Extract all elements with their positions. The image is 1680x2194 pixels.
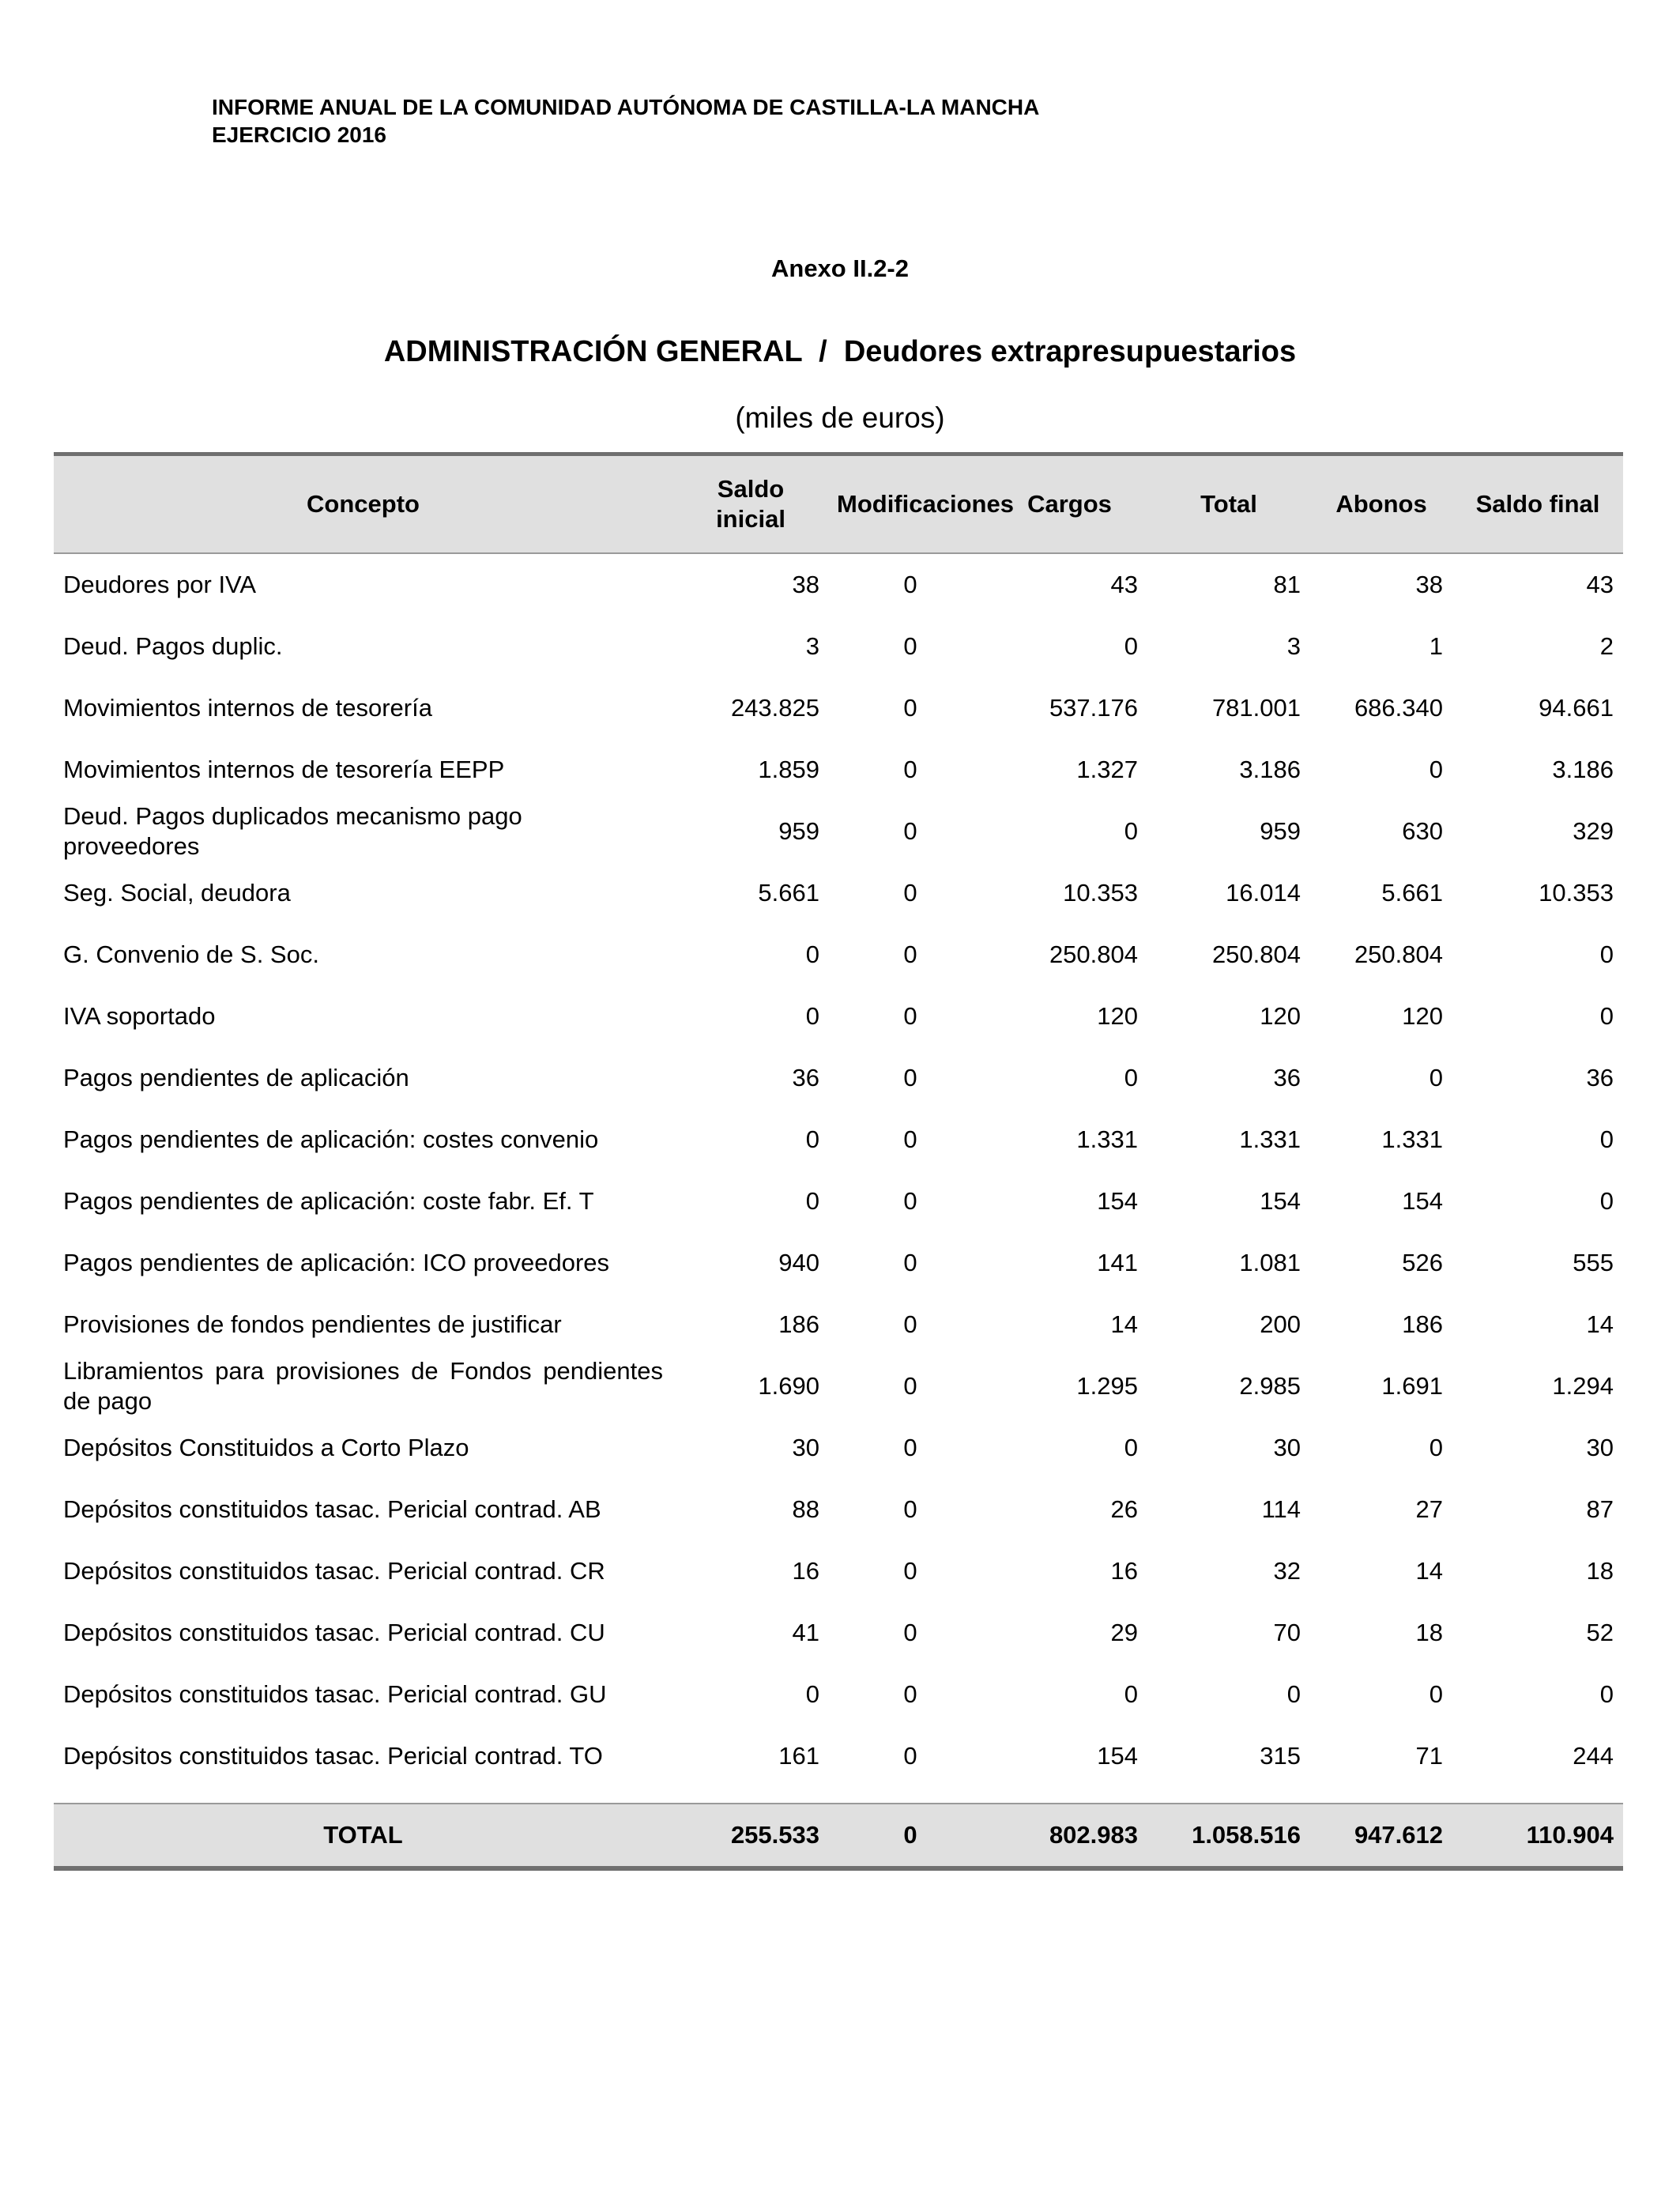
row-value-saldo-inicial: 41 — [792, 1619, 819, 1646]
total-value-modificaciones: 0 — [829, 1804, 992, 1868]
table-row — [54, 553, 1623, 616]
row-value-saldo-final: 0 — [1599, 1187, 1614, 1215]
table-row — [54, 862, 1623, 924]
row-concepto: Depósitos constituidos tasac. Pericial contrad. CR — [63, 1557, 605, 1585]
row-value-cargos: 0 — [1124, 632, 1138, 660]
row-value-abonos: 526 — [1402, 1249, 1443, 1276]
row-value-total: 120 — [1260, 1002, 1301, 1030]
row-value-abonos: 250.804 — [1354, 941, 1443, 968]
row-value-abonos: 0 — [1429, 1434, 1443, 1461]
table-spacer-row — [54, 1787, 1623, 1804]
table-row — [54, 1355, 1623, 1417]
row-value-cargos: 0 — [1124, 817, 1138, 845]
row-value-total: 70 — [1273, 1619, 1301, 1646]
row-value-total: 781.001 — [1211, 694, 1301, 722]
row-value-abonos: 120 — [1402, 1002, 1443, 1030]
row-value-saldo-inicial: 0 — [805, 1125, 819, 1153]
row-value-saldo-inicial: 161 — [778, 1742, 819, 1770]
table-row — [54, 986, 1623, 1047]
column-header-saldo-final: Saldo final — [1452, 454, 1623, 554]
row-value-saldo-final: 18 — [1586, 1557, 1614, 1585]
row-value-total: 114 — [1261, 1495, 1301, 1523]
row-value-abonos: 1.331 — [1381, 1125, 1443, 1153]
row-value-cargos: 0 — [1124, 1064, 1138, 1091]
row-value-total: 0 — [1286, 1680, 1301, 1708]
table-row — [54, 1294, 1623, 1355]
row-value-total: 3 — [1286, 632, 1301, 660]
row-value-modificaciones: 0 — [903, 1434, 917, 1461]
row-value-saldo-inicial: 36 — [792, 1064, 819, 1091]
row-value-saldo-inicial: 16 — [792, 1557, 819, 1585]
row-value-modificaciones: 0 — [903, 1557, 917, 1585]
row-value-abonos: 186 — [1402, 1310, 1443, 1338]
row-value-total: 1.081 — [1239, 1249, 1301, 1276]
row-value-saldo-inicial: 5.661 — [758, 879, 819, 907]
row-value-total: 32 — [1273, 1557, 1301, 1585]
row-value-cargos: 250.804 — [1049, 941, 1138, 968]
row-value-modificaciones: 0 — [903, 1680, 917, 1708]
row-concepto: Libramientos para provisiones de Fondos pendientes de pago — [63, 1357, 663, 1415]
row-value-modificaciones: 0 — [903, 1249, 917, 1276]
row-value-saldo-inicial: 243.825 — [730, 694, 819, 722]
row-value-modificaciones: 0 — [903, 571, 917, 598]
row-value-abonos: 630 — [1402, 817, 1443, 845]
row-concepto: Deud. Pagos duplicados mecanismo pago proveedores — [63, 802, 522, 860]
row-value-saldo-inicial: 0 — [805, 1187, 819, 1215]
row-value-total: 959 — [1260, 817, 1301, 845]
row-value-saldo-final: 10.353 — [1539, 879, 1614, 907]
row-value-saldo-inicial: 1.690 — [758, 1372, 819, 1400]
row-value-cargos: 537.176 — [1049, 694, 1138, 722]
column-header-cargos: Cargos — [992, 454, 1147, 554]
row-value-saldo-inicial: 186 — [778, 1310, 819, 1338]
row-value-saldo-final: 43 — [1586, 571, 1614, 598]
row-value-abonos: 1 — [1429, 632, 1443, 660]
row-value-saldo-final: 94.661 — [1539, 694, 1614, 722]
column-header-total: Total — [1147, 454, 1310, 554]
row-value-saldo-final: 0 — [1599, 1680, 1614, 1708]
table-row — [54, 616, 1623, 677]
row-concepto: G. Convenio de S. Soc. — [63, 941, 319, 968]
table-row — [54, 739, 1623, 801]
row-concepto: Depósitos Constituidos a Corto Plazo — [63, 1434, 469, 1461]
total-value-saldo-inicial: 255.533 — [672, 1804, 829, 1868]
table-row — [54, 924, 1623, 986]
row-value-abonos: 71 — [1415, 1742, 1443, 1770]
row-value-saldo-inicial: 0 — [805, 1680, 819, 1708]
row-value-cargos: 1.295 — [1076, 1372, 1138, 1400]
table-row — [54, 1479, 1623, 1540]
row-value-saldo-inicial: 30 — [792, 1434, 819, 1461]
units-label: (miles de euros) — [735, 401, 945, 434]
row-value-abonos: 0 — [1429, 1680, 1443, 1708]
row-concepto: Seg. Social, deudora — [63, 879, 291, 907]
row-value-modificaciones: 0 — [903, 1310, 917, 1338]
row-value-abonos: 18 — [1415, 1619, 1443, 1646]
table-row — [54, 1664, 1623, 1725]
row-value-cargos: 0 — [1124, 1680, 1138, 1708]
row-value-modificaciones: 0 — [903, 941, 917, 968]
row-concepto: Movimientos internos de tesorería — [63, 694, 432, 722]
table-row — [54, 1540, 1623, 1602]
table-row — [54, 1109, 1623, 1171]
table-row — [54, 1417, 1623, 1479]
row-value-total: 315 — [1260, 1742, 1301, 1770]
table-row — [54, 801, 1623, 862]
table-row — [54, 1232, 1623, 1294]
row-concepto: Movimientos internos de tesorería EEPP — [63, 756, 505, 783]
row-value-cargos: 43 — [1110, 571, 1138, 598]
column-header-modificaciones: Modificaciones — [829, 454, 992, 554]
report-header — [212, 93, 1039, 149]
row-value-modificaciones: 0 — [903, 1064, 917, 1091]
row-concepto: Provisiones de fondos pendientes de justificar — [63, 1310, 562, 1338]
row-value-modificaciones: 0 — [903, 1187, 917, 1215]
row-concepto: Pagos pendientes de aplicación: coste fabr. Ef. T — [63, 1187, 594, 1215]
row-value-saldo-final: 555 — [1573, 1249, 1614, 1276]
row-value-saldo-final: 30 — [1586, 1434, 1614, 1461]
table-row — [54, 1602, 1623, 1664]
row-value-abonos: 1.691 — [1381, 1372, 1443, 1400]
row-value-saldo-inicial: 1.859 — [758, 756, 819, 783]
row-value-abonos: 38 — [1415, 571, 1443, 598]
row-value-abonos: 5.661 — [1381, 879, 1443, 907]
page-title: ADMINISTRACIÓN GENERAL / Deudores extrapresupuestarios — [383, 335, 1297, 368]
row-value-total: 81 — [1273, 571, 1301, 598]
row-value-saldo-final: 2 — [1599, 632, 1614, 660]
table-row — [54, 1047, 1623, 1109]
total-value-saldo-final: 110.904 — [1452, 1804, 1623, 1868]
row-value-total: 250.804 — [1211, 941, 1301, 968]
row-value-modificaciones: 0 — [903, 879, 917, 907]
row-value-abonos: 27 — [1415, 1495, 1443, 1523]
row-value-modificaciones: 0 — [903, 756, 917, 783]
row-concepto: Deud. Pagos duplic. — [63, 632, 283, 660]
row-value-cargos: 120 — [1097, 1002, 1138, 1030]
row-value-saldo-inicial: 3 — [805, 632, 819, 660]
row-value-saldo-inicial: 88 — [792, 1495, 819, 1523]
row-value-cargos: 0 — [1124, 1434, 1138, 1461]
row-concepto: Pagos pendientes de aplicación: costes convenio — [63, 1125, 599, 1153]
row-value-saldo-inicial: 959 — [778, 817, 819, 845]
row-value-modificaciones: 0 — [903, 632, 917, 660]
row-value-cargos: 16 — [1110, 1557, 1138, 1585]
table-header-row — [54, 454, 1623, 554]
row-value-total: 2.985 — [1239, 1372, 1301, 1400]
row-value-saldo-final: 244 — [1573, 1742, 1614, 1770]
row-value-saldo-final: 14 — [1586, 1310, 1614, 1338]
table-body — [54, 553, 1623, 1868]
table-row — [54, 677, 1623, 739]
row-value-cargos: 1.331 — [1076, 1125, 1138, 1153]
row-concepto: Depósitos constituidos tasac. Pericial contrad. AB — [63, 1495, 601, 1523]
row-value-total: 3.186 — [1239, 756, 1301, 783]
spacer-cell — [54, 1787, 1623, 1804]
row-concepto: Depósitos constituidos tasac. Pericial contrad. CU — [63, 1619, 605, 1646]
table-row — [54, 1171, 1623, 1232]
row-value-abonos: 0 — [1429, 756, 1443, 783]
total-row — [54, 1804, 1623, 1868]
row-value-cargos: 1.327 — [1076, 756, 1138, 783]
row-value-total: 1.331 — [1239, 1125, 1301, 1153]
row-value-cargos: 14 — [1110, 1310, 1138, 1338]
row-concepto: Pagos pendientes de aplicación — [63, 1064, 409, 1091]
row-value-modificaciones: 0 — [903, 1742, 917, 1770]
row-value-cargos: 154 — [1097, 1742, 1138, 1770]
row-value-saldo-inicial: 940 — [778, 1249, 819, 1276]
row-value-saldo-inicial: 0 — [805, 1002, 819, 1030]
row-value-saldo-final: 329 — [1573, 817, 1614, 845]
row-value-saldo-final: 1.294 — [1552, 1372, 1614, 1400]
row-value-saldo-final: 0 — [1599, 941, 1614, 968]
annex-label: Anexo II.2-2 — [771, 254, 909, 282]
row-value-abonos: 686.340 — [1354, 694, 1443, 722]
debtors-table — [54, 452, 1623, 1871]
row-value-cargos: 10.353 — [1063, 879, 1138, 907]
row-value-saldo-inicial: 38 — [792, 571, 819, 598]
total-value-cargos: 802.983 — [992, 1804, 1147, 1868]
row-value-saldo-final: 3.186 — [1552, 756, 1614, 783]
row-concepto: Depósitos constituidos tasac. Pericial contrad. TO — [63, 1742, 603, 1770]
row-value-cargos: 26 — [1110, 1495, 1138, 1523]
row-concepto: IVA soportado — [63, 1002, 216, 1030]
column-header-abonos: Abonos — [1310, 454, 1452, 554]
report-header-line2: EJERCICIO 2016 — [212, 123, 386, 147]
row-value-modificaciones: 0 — [903, 1125, 917, 1153]
row-value-modificaciones: 0 — [903, 694, 917, 722]
row-value-modificaciones: 0 — [903, 1619, 917, 1646]
row-value-abonos: 0 — [1429, 1064, 1443, 1091]
total-value-abonos: 947.612 — [1310, 1804, 1452, 1868]
total-value-total: 1.058.516 — [1147, 1804, 1310, 1868]
row-value-saldo-final: 52 — [1586, 1619, 1614, 1646]
row-concepto: Pagos pendientes de aplicación: ICO proveedores — [63, 1249, 610, 1276]
row-value-cargos: 141 — [1097, 1249, 1138, 1276]
row-value-total: 36 — [1273, 1064, 1301, 1091]
row-concepto: Deudores por IVA — [63, 571, 257, 598]
column-header-saldo-inicial: Saldo inicial — [672, 454, 829, 554]
table-row — [54, 1725, 1623, 1787]
row-value-total: 200 — [1260, 1310, 1301, 1338]
row-value-cargos: 29 — [1110, 1619, 1138, 1646]
row-value-abonos: 14 — [1415, 1557, 1443, 1585]
row-value-modificaciones: 0 — [903, 1372, 917, 1400]
row-value-total: 154 — [1260, 1187, 1301, 1215]
report-header-line1: INFORME ANUAL DE LA COMUNIDAD AUTÓNOMA DE CASTILLA-LA MANCHA — [212, 95, 1040, 119]
row-value-modificaciones: 0 — [903, 1002, 917, 1030]
row-value-cargos: 154 — [1097, 1187, 1138, 1215]
row-value-saldo-final: 0 — [1599, 1125, 1614, 1153]
row-value-saldo-final: 87 — [1586, 1495, 1614, 1523]
row-concepto: Depósitos constituidos tasac. Pericial contrad. GU — [63, 1680, 607, 1708]
row-value-saldo-inicial: 0 — [805, 941, 819, 968]
row-value-total: 30 — [1273, 1434, 1301, 1461]
row-value-abonos: 154 — [1402, 1187, 1443, 1215]
row-value-total: 16.014 — [1226, 879, 1301, 907]
row-value-modificaciones: 0 — [903, 1495, 917, 1523]
row-value-modificaciones: 0 — [903, 817, 917, 845]
row-value-saldo-final: 0 — [1599, 1002, 1614, 1030]
column-header-concepto: Concepto — [54, 454, 672, 554]
total-label: TOTAL — [54, 1804, 672, 1868]
row-value-saldo-final: 36 — [1586, 1064, 1614, 1091]
